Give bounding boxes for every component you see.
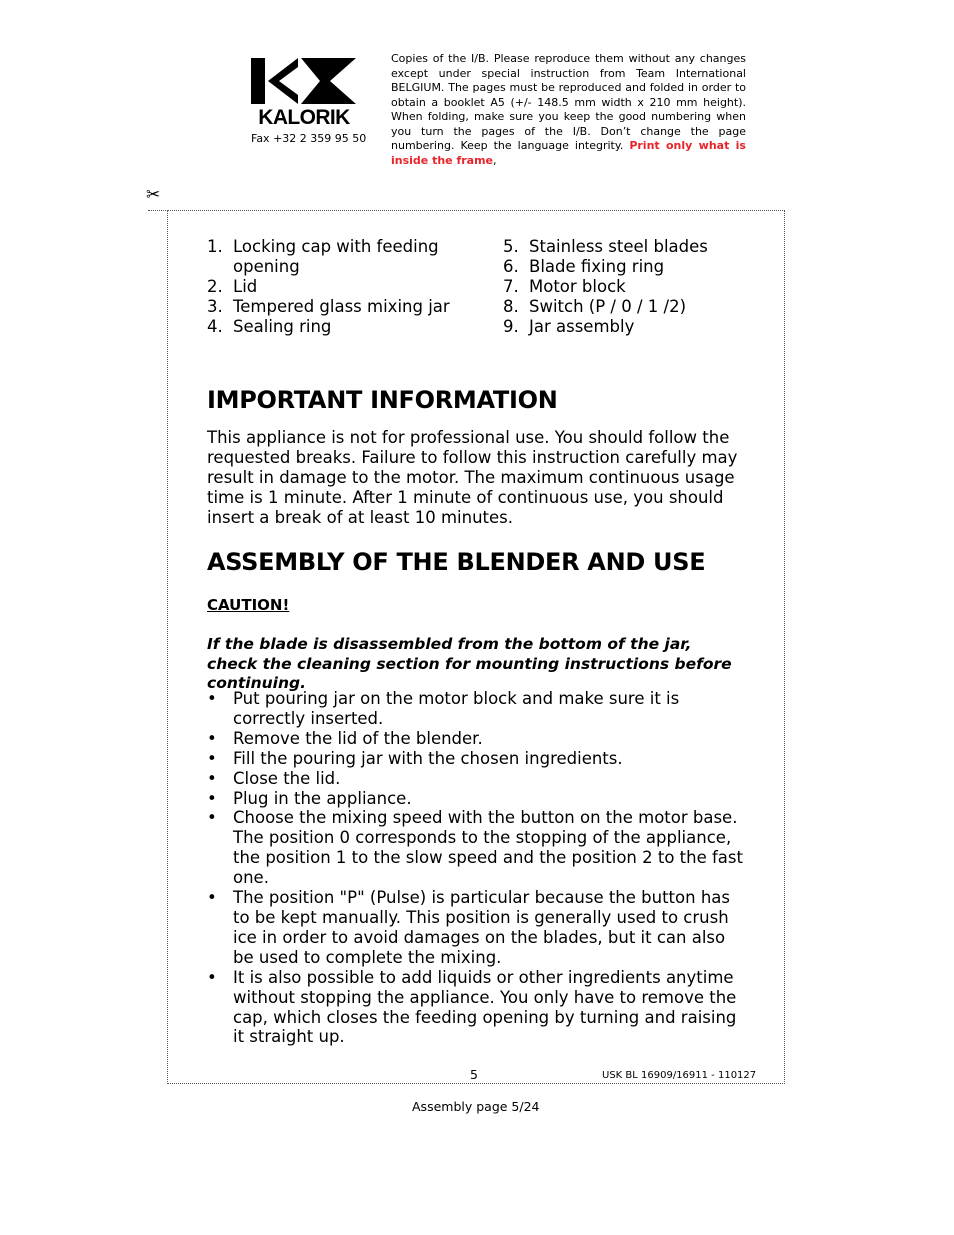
bullet-icon: • [207,689,217,708]
document-code: USK BL 16909/16911 - 110127 [602,1070,757,1081]
reproduction-notice [391,52,746,168]
part-number: 3. [207,297,223,316]
bullet-icon: • [207,748,217,768]
notice-text: Copies of the I/B. Please reproduce them without any changes except under special instruction from Team International BELGIUM. The pages must be reproduced and folded in order to obtain a booklet A5 (+/- 148.5 mm width x 210 mm height). When folding, make sure you keep the good numbering when you turn the pages of the I/B. Don’t change the page numbering. Keep the language integrity. [391,52,746,152]
part-label: Lid [233,277,258,296]
step-text: Choose the mixing speed with the button on the motor base. The position 0 corresponds to the stopping of the appliance, the position 1 to the slow speed and the position 2 to the fast one. [233,808,743,888]
part-item [207,297,457,317]
bullet-icon: • [207,888,217,908]
assembly-steps [207,689,747,1047]
page-number: 5 [470,1067,478,1082]
part-item [503,237,743,257]
caution-text: If the blade is disassembled from the bottom of the jar, check the cleaning section for mounting instructions before continuing. [207,635,732,692]
step-text: Put pouring jar on the motor block and make sure it is correctly inserted. [233,689,680,728]
kalorik-logo-mark [248,55,360,127]
part-number: 1. [207,237,223,256]
important-heading: IMPORTANT INFORMATION [207,386,558,414]
part-item [207,237,457,277]
list-item [207,769,747,789]
part-number: 6. [503,257,519,276]
part-label: Locking cap with feeding opening [233,237,439,276]
part-label: Tempered glass mixing jar [233,297,450,316]
brand-text: KALORIK [258,106,350,127]
part-number: 5. [503,237,519,256]
list-item [207,789,747,809]
notice-red-text: Print only what is inside the frame [391,139,746,167]
part-item [503,297,743,317]
bullet-icon: • [207,768,217,788]
part-item [503,277,743,297]
step-text: Close the lid. [233,768,341,788]
list-item [207,689,747,729]
step-text: Fill the pouring jar with the chosen ingredients. [233,748,623,768]
part-number: 7. [503,277,519,296]
fax-number: Fax +32 2 359 95 50 [251,132,367,145]
cut-line [148,210,168,211]
kalorik-logo [248,55,360,127]
list-item [207,968,747,1048]
part-label: Switch (P / 0 / 1 /2) [529,297,687,316]
bullet-icon: • [207,728,217,748]
step-text: It is also possible to add liquids or other ingredients anytime without stopping the appliance. You only have to remove the cap, which closes the feeding opening by turning and raising it straight up. [233,967,737,1047]
part-label: Blade fixing ring [529,257,665,276]
list-item [207,808,747,888]
part-item [503,317,743,337]
bullet-icon: • [207,788,217,808]
parts-list-right [503,237,743,337]
step-text: Remove the lid of the blender. [233,728,483,748]
caution-label: CAUTION! [207,596,290,614]
part-item [207,317,457,337]
bullet-icon: • [207,808,217,828]
list-item [207,888,747,968]
step-text: The position "P" (Pulse) is particular because the button has to be kept manually. This position is generally used to crush ice in order to avoid damages on the blades, but it can also be used to complete the mixing. [233,888,730,967]
parts-list-left [207,237,457,337]
scissors-icon: ✂ [146,185,161,205]
part-item [503,257,743,277]
notice-end: , [493,153,497,167]
list-item [207,729,747,749]
part-label: Jar assembly [529,317,635,336]
important-body: This appliance is not for professional use. You should follow the requested breaks. Failure to follow this instruction carefully may result in damage to the motor. The maximum continuous usage time is 1 minute. After 1 minute of continuous use, you should insert a break of at least 10 minutes. [207,428,738,527]
part-label: Motor block [529,277,626,296]
part-number: 8. [503,297,519,316]
assembly-page-label: Assembly page 5/24 [412,1099,540,1114]
part-item [207,277,457,297]
step-text: Plug in the appliance. [233,788,412,808]
list-item [207,749,747,769]
part-label: Sealing ring [233,317,332,336]
assembly-heading: ASSEMBLY OF THE BLENDER AND USE [207,548,706,576]
bullet-icon: • [207,967,217,987]
part-label: Stainless steel blades [529,237,708,256]
part-number: 4. [207,317,223,336]
part-number: 2. [207,277,223,296]
part-number: 9. [503,317,519,336]
